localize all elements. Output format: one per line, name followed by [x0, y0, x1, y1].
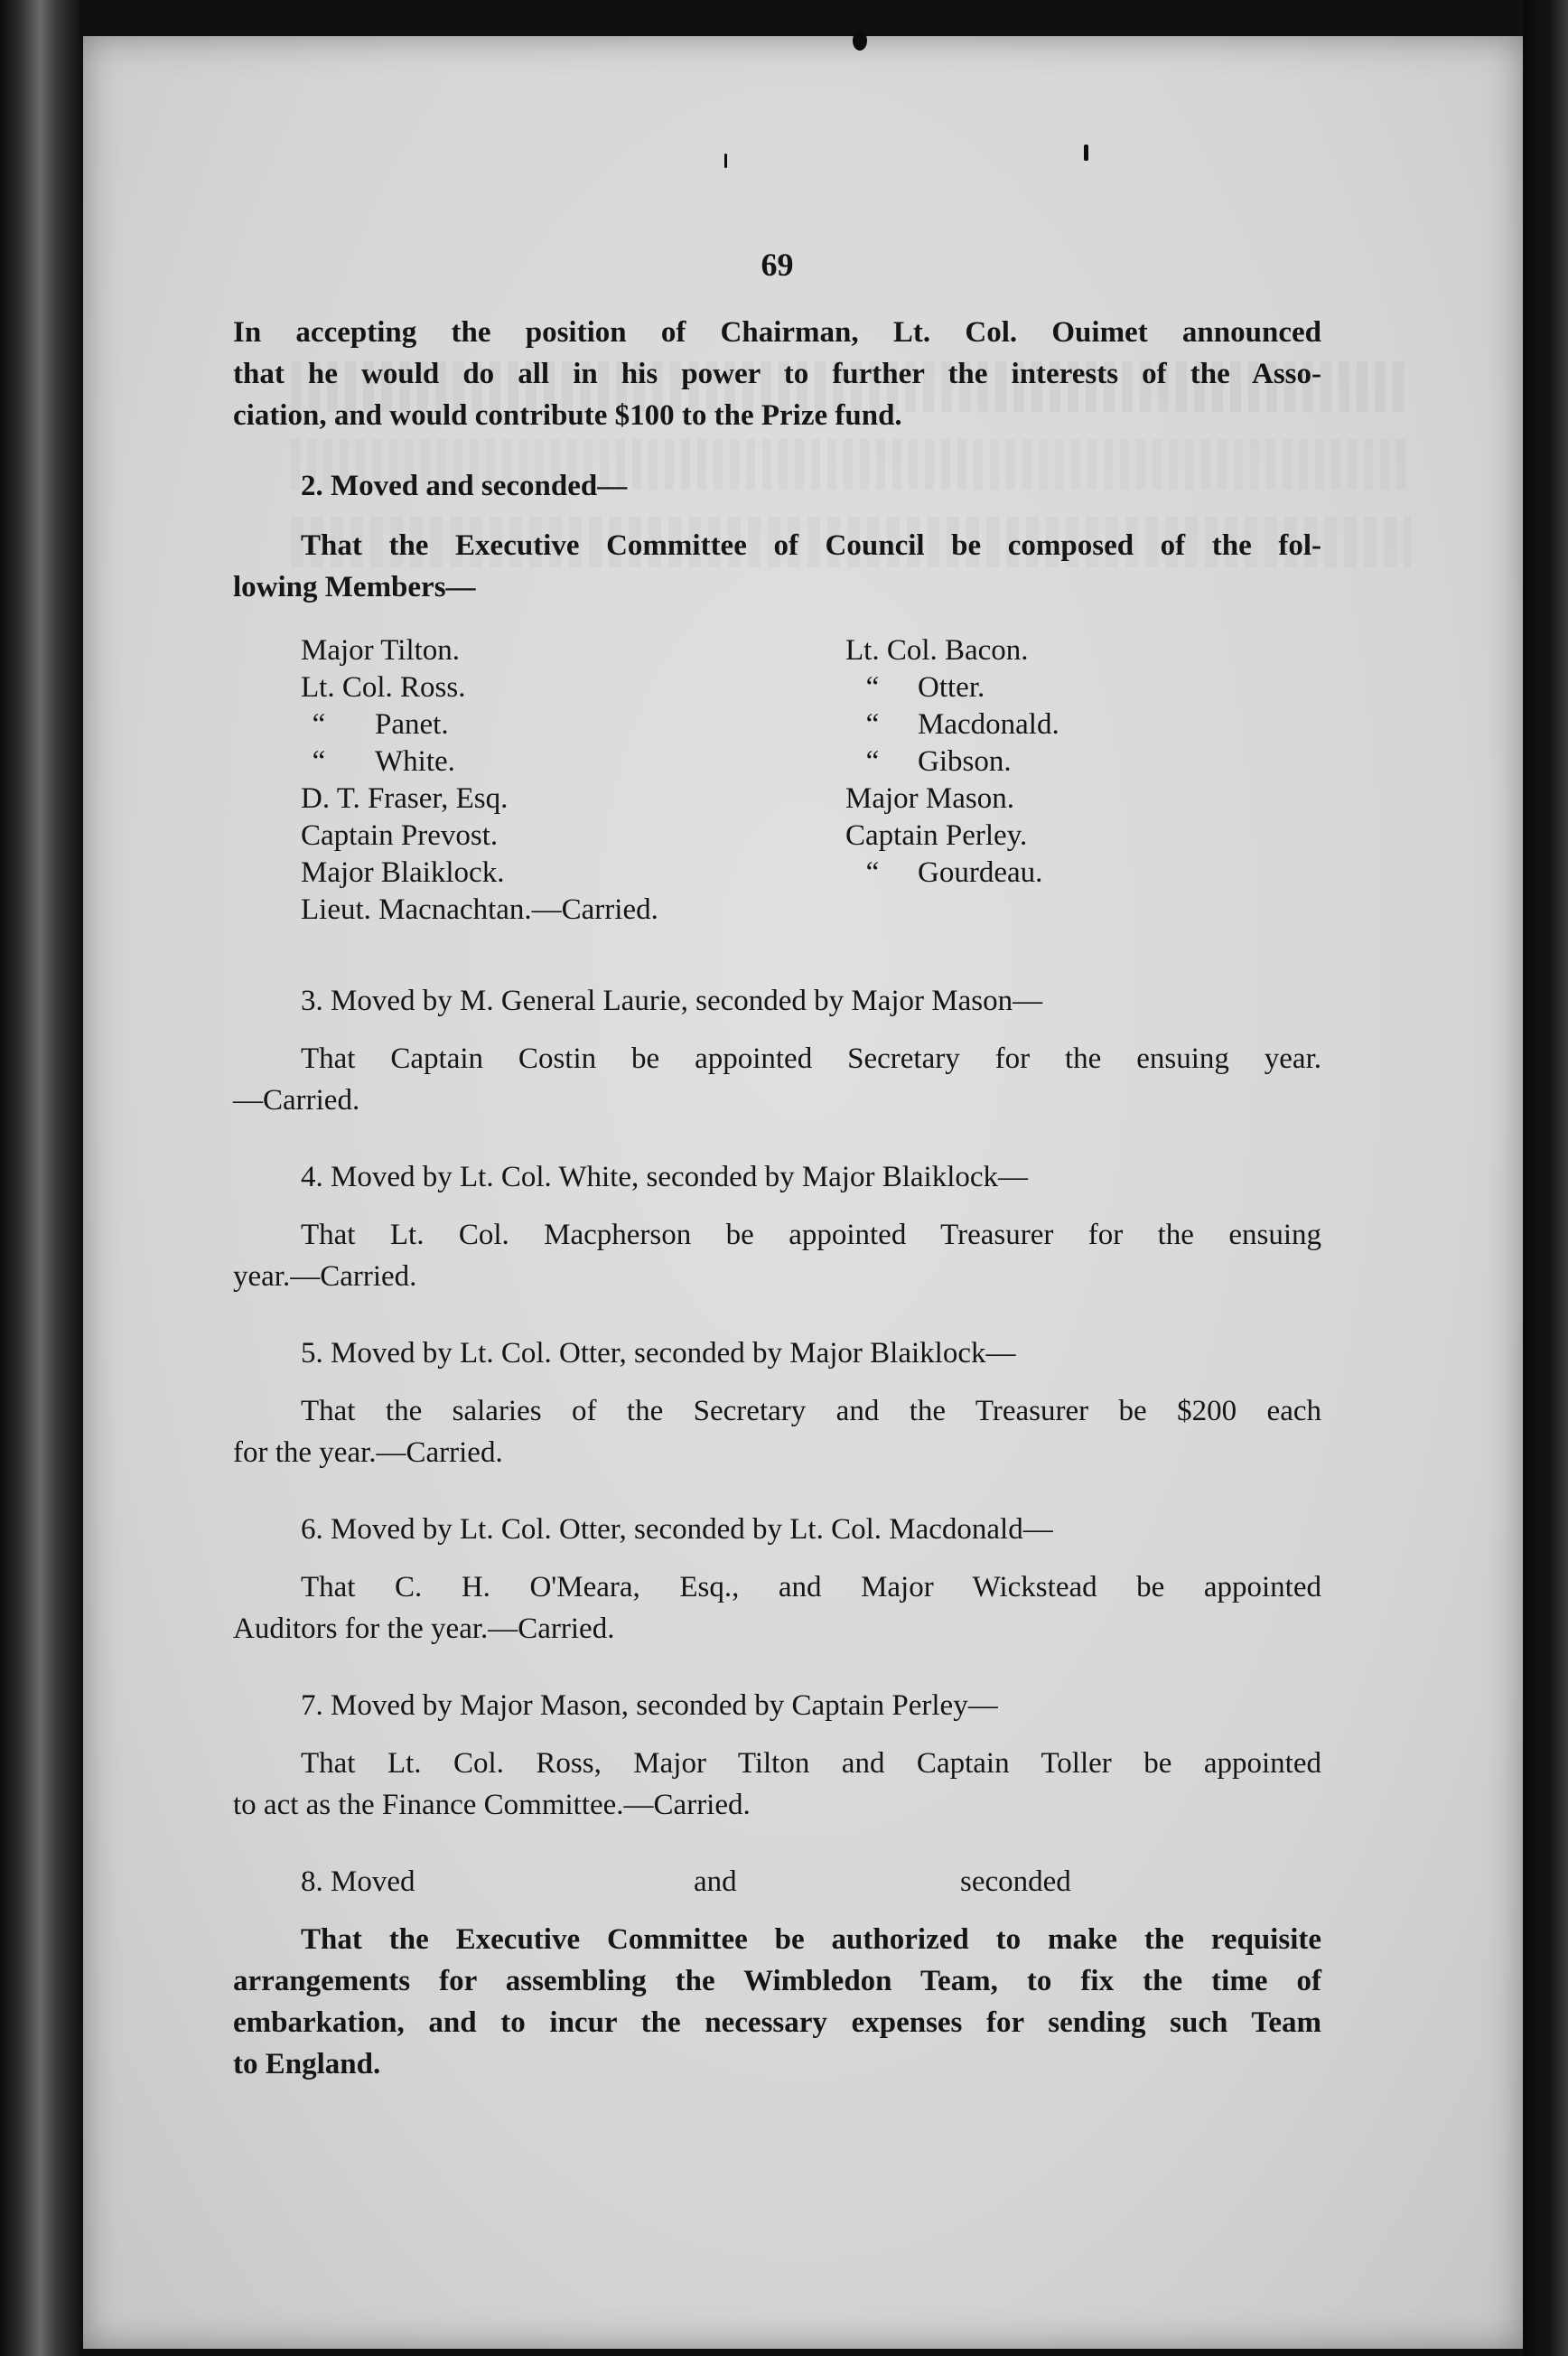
ink-mark	[1084, 145, 1088, 161]
motion-heading: 5. Moved by Lt. Col. Otter, seconded by Major Blaiklock—	[301, 1337, 1016, 1370]
motion-text	[233, 1919, 1321, 2085]
motion-text-line: embarkation, and to incur the necessary expenses for sending such Team	[233, 2006, 1321, 2039]
page-number: 69	[761, 247, 794, 283]
intro-paragraph	[233, 312, 1321, 436]
member: Gourdeau.	[918, 856, 1043, 889]
motion-heading-part: 8. Moved	[301, 1865, 415, 1898]
motion-heading	[233, 1861, 1321, 1903]
motion-text-line: That Lt. Col. Ross, Major Tilton and Captain Toller be appointed	[301, 1747, 1321, 1780]
motion-text-line: That Lt. Col. Macpherson be appointed Treasurer for the ensuing	[301, 1219, 1321, 1251]
motion-text-line: That Captain Costin be appointed Secretary for the ensuing year.	[301, 1042, 1321, 1075]
binding-edge	[1523, 0, 1568, 2356]
ditto-mark: “	[865, 708, 880, 741]
motion-3	[233, 980, 1321, 1121]
ditto-mark: “	[865, 856, 880, 889]
ditto-mark: “	[312, 745, 326, 778]
member: Captain Prevost.	[301, 819, 499, 852]
members-list	[301, 632, 1321, 930]
motion-text-line: arrangements for assembling the Wimbledon Team, to fix the time of	[233, 1965, 1321, 1997]
ditto-mark: “	[865, 745, 880, 778]
member: Otter.	[918, 671, 985, 704]
member: Major Mason.	[845, 782, 1014, 815]
motion-5	[233, 1332, 1321, 1473]
intro-line: that he would do all in his power to further the interests of the Asso-	[233, 358, 1321, 390]
member: Gibson.	[918, 745, 1012, 778]
motion-heading: 7. Moved by Major Mason, seconded by Captain Perley—	[301, 1689, 998, 1722]
motion-8	[233, 1861, 1321, 2085]
motion-2	[233, 465, 1321, 608]
motion-heading: 3. Moved by M. General Laurie, seconded by Major Mason—	[301, 985, 1043, 1017]
motion-7	[233, 1685, 1321, 1826]
motion-text-line: That C. H. O'Meara, Esq., and Major Wickstead be appointed	[301, 1571, 1321, 1603]
member: Major Blaiklock.	[301, 856, 505, 889]
ink-mark	[724, 154, 727, 168]
motion-heading: 6. Moved by Lt. Col. Otter, seconded by Lt. Col. Macdonald—	[301, 1513, 1053, 1546]
intro-line: In accepting the position of Chairman, Lt. Col. Ouimet announced	[233, 316, 1321, 349]
members-left-column	[301, 632, 658, 929]
motion-text-line: —Carried.	[233, 1084, 360, 1117]
motion-text-line: year.—Carried.	[233, 1260, 417, 1293]
motion-text-line: to England.	[233, 2048, 381, 2080]
member: Major Tilton.	[301, 634, 461, 667]
motion-text-line: That the Executive Committee of Council be composed of the fol-	[301, 529, 1321, 562]
motion-text-line: That the Executive Committee be authorized to make the requisite	[301, 1923, 1321, 1956]
ditto-mark: “	[312, 708, 326, 741]
motion-heading-part: and	[694, 1865, 737, 1898]
motion-6	[233, 1509, 1321, 1650]
member: Captain Perley.	[845, 819, 1028, 852]
motion-text-line: lowing Members—	[233, 571, 476, 603]
intro-line: ciation, and would contribute $100 to the Prize fund.	[233, 399, 902, 432]
motion-text-line: to act as the Finance Committee.—Carried.	[233, 1789, 751, 1821]
motion-text-line: That the salaries of the Secretary and the Treasurer be $200 each	[301, 1395, 1321, 1427]
ink-mark	[853, 31, 867, 51]
members-right-column	[845, 632, 1059, 892]
ditto-mark: “	[865, 671, 880, 704]
motion-text-line: Auditors for the year.—Carried.	[233, 1613, 615, 1645]
member: Macdonald.	[918, 708, 1059, 741]
motion-4	[233, 1156, 1321, 1297]
motion-heading-part: seconded	[960, 1865, 1071, 1898]
motion-text-line: for the year.—Carried.	[233, 1436, 503, 1469]
motion-heading: 4. Moved by Lt. Col. White, seconded by Major Blaiklock—	[301, 1161, 1029, 1193]
member: Lt. Col. Bacon.	[845, 634, 1029, 667]
member: D. T. Fraser, Esq.	[301, 782, 509, 815]
member: Lieut. Macnachtan.—Carried.	[301, 893, 658, 926]
member: White.	[375, 745, 455, 778]
member: Panet.	[375, 708, 449, 741]
member: Lt. Col. Ross.	[301, 671, 466, 704]
motion-heading: 2. Moved and seconded—	[301, 470, 628, 502]
